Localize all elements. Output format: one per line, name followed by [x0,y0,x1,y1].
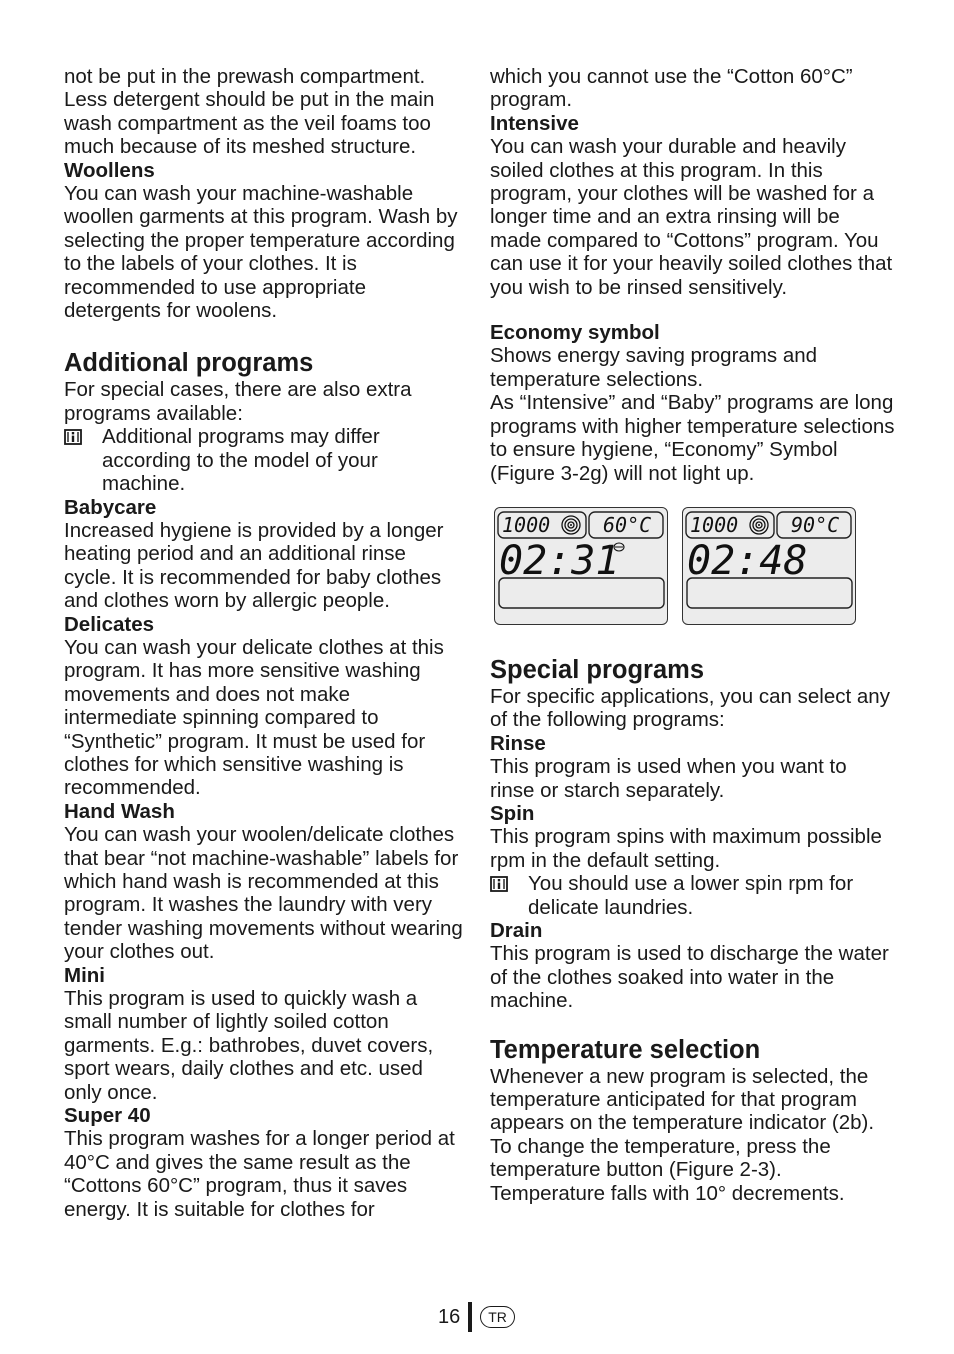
mini-title: Mini [64,963,105,987]
super40-title: Super 40 [64,1104,151,1128]
spin-icon [750,516,768,534]
delicates-title: Delicates [64,612,155,636]
temperature-text-2: To change the temperature, press the temperature button (Figure 2-3). Temperature falls with 10° decrements. [490,1134,845,1205]
spin-icon [562,516,580,534]
info-icon [64,425,102,495]
babycare-title: Babycare [64,495,157,519]
time-readout: 02:31 [499,537,620,584]
rinse-title: Rinse [490,731,546,755]
page-number: 16 [438,1305,461,1328]
display-panel-2 [682,507,856,625]
economy-title: Economy symbol [490,321,660,345]
language-badge: TR [480,1306,515,1328]
rpm-readout: 1000 [690,512,739,537]
temperature-selection-heading: Temperature selection [490,1035,761,1064]
economy-text-2: As “Intensive” and “Baby” programs are long programs with higher temperature selections to ensure hygiene, “Economy” Symbol (Figure 3-2g) will not light up. [490,391,895,485]
display-figures [494,507,895,625]
additional-note-text: Additional programs may differ according to the model of your machine. [102,425,380,496]
time-readout: 02:48 [687,537,808,584]
babycare-text: Increased hygiene is provided by a longer heating period and an additional rinse cycle. It is recommended for baby clothes and clothes worn by allergic people. [64,518,444,613]
drain-text: This program is used to discharge the water of the clothes soaked into water in the machine. [490,942,889,1013]
special-programs-text: For specific applications, you can select any of the following programs: [490,684,890,732]
mini-text: This program is used to quickly wash a small number of lightly soiled cotton garments. E.g.: bathrobes, duvet covers, sport wears, daily clothes and etc. used only once. [64,987,434,1104]
economy-text-1: Shows energy saving programs and temperature selections. [490,344,818,391]
special-programs-heading: Special programs [490,655,704,684]
left-column [64,65,464,1221]
rpm-readout: 1000 [502,512,551,537]
delicates-text: You can wash your delicate clothes at this program. It has more sensitive washing movements and does not make intermediate spinning compared to “Synthetic” program. It must be used for clothes for which sensitive washing is recommended. [64,635,444,800]
temperature-readout: 60°C [603,512,652,537]
spin-text: This program spins with maximum possible rpm in the default setting. [490,825,882,872]
spin-title: Spin [490,801,535,825]
additional-programs-text: For special cases, there are also extra programs available: [64,378,412,425]
intensive-title: Intensive [490,111,579,135]
drain-title: Drain [490,918,543,942]
intro-paragraph: not be put in the prewash compartment. Less detergent should be put in the main wash compartment as the veil foams too much because of its meshed structure. [64,65,435,159]
handwash-title: Hand Wash [64,799,175,823]
handwash-text: You can wash your woolen/delicate clothes that bear “not machine-washable” labels for which hand wash is recommended at this program. It washes the laundry with very tender washing movements without wearing your clothes out. [64,823,463,964]
rinse-text: This program is used when you want to rinse or starch separately. [490,755,847,802]
intensive-text: You can wash your durable and heavily soiled clothes at this program. In this program, your clothes will be washed for a longer time and an extra rinsing will be made compared to “Cottons” program. You can use it for your heavily soiled clothes that you wish to be rinsed sensitively. [490,135,893,299]
continued-paragraph: which you cannot use the “Cotton 60°C” program. [490,65,853,112]
additional-note [64,425,464,495]
woollens-text: You can wash your machine-washable woollen garments at this program. Wash by selecting the proper temperature according to the labels of your clothes. It is recommended to use appropriate detergents for woolens. [64,182,458,323]
spin-note-text: You should use a lower spin rpm for delicate laundries. [528,872,854,919]
info-icon [490,872,528,919]
super40-text: This program washes for a longer period at 40°C and gives the same result as the “Cottons 60°C” program, thus it saves energy. It is suitable for clothes for [64,1127,455,1221]
page-footer [438,1302,515,1332]
temperature-text-1: Whenever a new program is selected, the temperature anticipated for that program appears on the temperature indicator (2b). [490,1064,875,1135]
spin-note [490,872,895,919]
footer-divider [468,1302,472,1332]
additional-programs-heading: Additional programs [64,349,314,378]
display-panel-1 [494,507,668,625]
temperature-readout: 90°C [791,512,840,537]
woollens-title: Woollens [64,158,155,182]
right-column [490,65,895,1205]
